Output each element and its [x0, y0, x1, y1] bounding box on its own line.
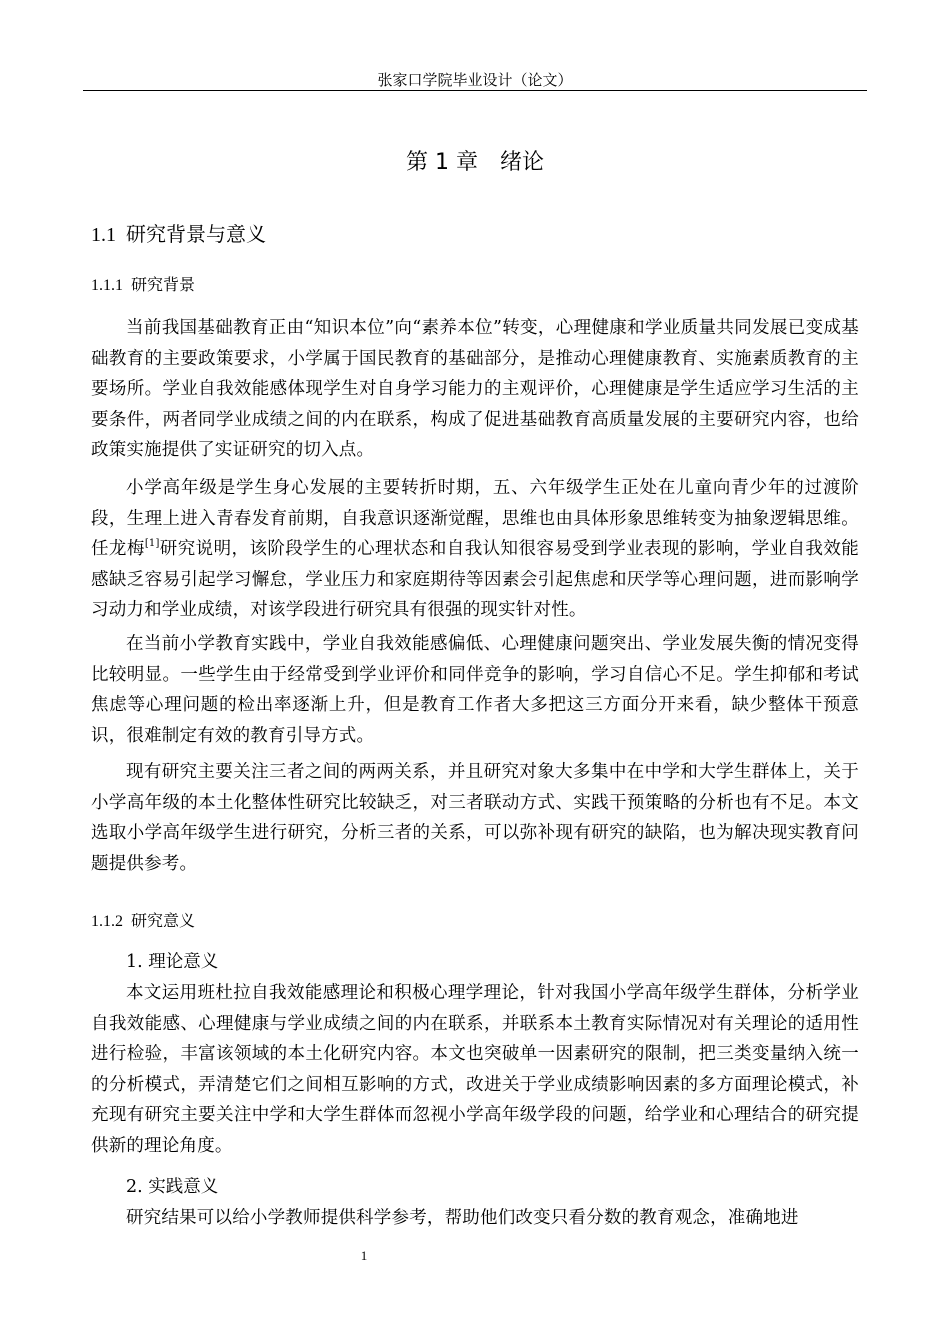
subsection-title: 研究意义 [131, 911, 196, 930]
page-number: 1 [360, 1248, 368, 1263]
chapter-number: 第 1 章 [406, 150, 478, 175]
background-paragraph-4: 现有研究主要关注三者之间的两两关系，并且研究对象大多集中在中学和大学生群体上，关于小学高年级的本土化整体性研究比较缺乏，对三者联动方式、实践干预策略的分析也有不足。本文选取小学高年级学生进行研究，分析三者的关系，可以弥补现有研究的缺陷，也为解决现实教育问题提供参考。 [91, 762, 859, 874]
subsection-number: 1.1.2 [91, 913, 123, 930]
section-heading-1-1 [91, 220, 266, 249]
section-title: 研究背景与意义 [126, 222, 266, 246]
practice-significance-paragraph: 研究结果可以给小学教师提供科学参考，帮助他们改变只看分数的教育观念，准确地进 [126, 1208, 799, 1228]
chapter-title: 绪论 [499, 150, 544, 175]
header-divider [83, 90, 867, 91]
background-paragraph-3: 在当前小学教育实践中，学业自我效能感偏低、心理健康问题突出、学业发展失衡的情况变得比较明显。一些学生由于经常受到学业评价和同伴竞争的影响，学习自信心不足。学生抑郁和考试焦虑等心理问题的检出率逐渐上升，但是教育工作者大多把这三方面分开来看，缺少整体干预意识，很难制定有效的教育引导方式。 [91, 634, 859, 746]
background-paragraph-2 [91, 473, 859, 626]
subsection-number: 1.1.1 [91, 277, 123, 294]
paragraph-text: 研究说明，该阶段学生的心理状态和自我认知很容易受到学业表现的影响，学业自我效能感缺乏容易引起学习懈怠，学业压力和家庭期待等因素会引起焦虑和厌学等心理问题，进而影响学习动力和学业成绩，对该学段进行研究具有很强的现实针对性。 [91, 539, 860, 620]
subsection-heading-1-1-1 [91, 273, 195, 298]
chapter-heading [83, 148, 867, 178]
theory-significance-paragraph: 本文运用班杜拉自我效能感理论和积极心理学理论，针对我国小学高年级学生群体，分析学业自我效能感、心理健康与学业成绩之间的内在联系，并联系本土教育实际情况对有关理论的适用性进行检验，丰富该领域的本土化研究内容。本文也突破单一因素研究的限制，把三类变量纳入统一的分析模式，弄清楚它们之间相互影响的方式，改进关于学业成绩影响因素的多方面理论模式，补充现有研究主要关注中学和大学生群体而忽视小学高年级学段的问题，给学业和心理结合的研究提供新的理论角度。 [91, 983, 859, 1156]
theory-significance-label: 1. 理论意义 [126, 952, 219, 972]
citation-ref: [1] [144, 538, 160, 549]
running-header: 张家口学院毕业设计（论文） [377, 71, 573, 89]
subsection-title: 研究背景 [131, 275, 196, 294]
practice-significance-label: 2. 实践意义 [126, 1177, 219, 1197]
subsection-heading-1-1-2 [91, 909, 195, 934]
paragraph-text: 小学高年级是学生身心发展的主要转折时期，五、六年级学生正处在儿童向青少年的过渡阶段，生理上进入青春发育前期，自我意识逐渐觉醒，思维也由具体形象思维转变为抽象逻辑思维。任龙梅 [91, 478, 859, 559]
section-number: 1.1 [91, 224, 116, 246]
background-paragraph-1: 当前我国基础教育正由“知识本位”向“素养本位”转变，心理健康和学业质量共同发展已变成基础教育的主要政策要求，小学属于国民教育的基础部分，是推动心理健康教育、实施素质教育的主要场所。学业自我效能感体现学生对自身学习能力的主观评价，心理健康是学生适应学习生活的主要条件，两者同学业成绩之间的内在联系，构成了促进基础教育高质量发展的主要研究内容，也给政策实施提供了实证研究的切入点。 [91, 318, 859, 460]
